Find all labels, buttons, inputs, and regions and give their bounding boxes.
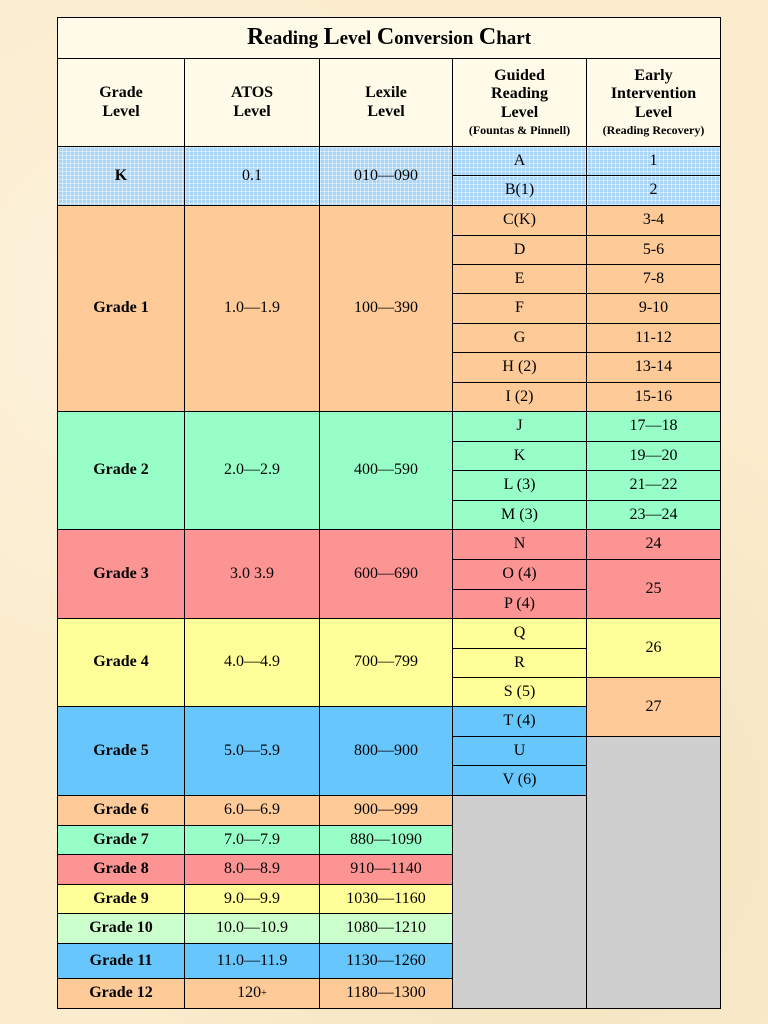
early-intervention-cell: 13-14 xyxy=(587,353,721,383)
chart-title: Reading Level Conversion Chart xyxy=(57,17,721,59)
grade-row-2-lexile xyxy=(320,412,453,530)
guided-reading-cell: J xyxy=(453,412,587,442)
grade-row-8-atos xyxy=(185,855,320,885)
grade-row-12-grade xyxy=(57,979,185,1009)
grade-row-5-grade xyxy=(57,707,185,796)
lexile-value: 700—799 xyxy=(354,653,418,671)
grade-value: Grade 2 xyxy=(93,461,149,479)
guided-reading-cell: O (4) xyxy=(453,560,587,590)
atos-value: 11.0—11.9 xyxy=(216,951,288,969)
grade-row-2-atos xyxy=(185,412,320,530)
grade-row-11-grade xyxy=(57,944,185,979)
lexile-value: 400—590 xyxy=(354,461,418,479)
atos-value: 9.0—9.9 xyxy=(224,889,280,907)
grade-row-3-grade xyxy=(57,530,185,619)
grade-value: Grade 10 xyxy=(89,919,153,937)
guided-reading-cell: I (2) xyxy=(453,383,587,412)
early-intervention-cell: 27 xyxy=(587,678,721,737)
atos-value: 1.0—1.9 xyxy=(224,299,280,317)
grade-row-4-grade xyxy=(57,619,185,707)
conversion-chart xyxy=(57,17,721,1009)
grade-row-0-grade xyxy=(57,147,185,206)
early-intervention-cell: 25 xyxy=(587,560,721,619)
grade-row-6-atos xyxy=(185,796,320,826)
empty-region-guided xyxy=(453,796,587,1009)
guided-reading-cell: T (4) xyxy=(453,707,587,737)
grade-value: Grade 8 xyxy=(93,860,149,878)
atos-value: 6.0—6.9 xyxy=(224,801,280,819)
lexile-value: 900—999 xyxy=(354,801,418,819)
grade-row-11-atos xyxy=(185,944,320,979)
grade-value: Grade 1 xyxy=(93,299,149,317)
header-early-intervention-level: Early Intervention Level (Reading Recovery) xyxy=(587,59,721,147)
grade-row-10-atos xyxy=(185,914,320,944)
lexile-value: 800—900 xyxy=(354,741,418,759)
grade-value: Grade 9 xyxy=(93,889,149,907)
grade-value: Grade 7 xyxy=(93,830,149,848)
guided-reading-cell: H (2) xyxy=(453,353,587,383)
early-intervention-cell: 24 xyxy=(587,530,721,560)
lexile-value: 100—390 xyxy=(354,299,418,317)
grade-row-4-atos xyxy=(185,619,320,707)
guided-reading-cell: U xyxy=(453,737,587,766)
grade-value: Grade 11 xyxy=(89,951,153,969)
grade-row-6-lexile xyxy=(320,796,453,826)
guided-reading-cell: A xyxy=(453,147,587,176)
early-intervention-cell: 2 xyxy=(587,176,721,206)
guided-reading-cell: K xyxy=(453,442,587,471)
lexile-value: 1180—1300 xyxy=(346,984,426,1002)
lexile-value: 010—090 xyxy=(354,166,418,184)
guided-reading-cell: M (3) xyxy=(453,501,587,530)
guided-reading-cell: N xyxy=(453,530,587,560)
early-intervention-cell: 9-10 xyxy=(587,294,721,324)
grade-row-10-lexile xyxy=(320,914,453,944)
grade-row-11-lexile xyxy=(320,944,453,979)
guided-reading-cell: F xyxy=(453,294,587,324)
grade-row-2-grade xyxy=(57,412,185,530)
grade-row-1-atos xyxy=(185,206,320,412)
guided-reading-cell: G xyxy=(453,324,587,353)
early-intervention-cell: 23—24 xyxy=(587,501,721,530)
early-intervention-cell: 11-12 xyxy=(587,324,721,353)
early-intervention-cell: 21—22 xyxy=(587,471,721,501)
header-guided-reading-level: Guided Reading Level (Fountas & Pinnell) xyxy=(453,59,587,147)
atos-value: 8.0—8.9 xyxy=(224,860,280,878)
atos-value: 5.0—5.9 xyxy=(224,741,280,759)
empty-region-early xyxy=(587,737,721,1009)
grade-row-0-atos xyxy=(185,147,320,206)
early-intervention-cell: 26 xyxy=(587,619,721,678)
guided-reading-cell: R xyxy=(453,649,587,678)
grade-row-7-grade xyxy=(57,826,185,855)
early-intervention-cell: 15-16 xyxy=(587,383,721,412)
atos-value: 3.0 3.9 xyxy=(230,564,274,582)
grade-row-7-lexile xyxy=(320,826,453,855)
grade-value: Grade 6 xyxy=(93,801,149,819)
header-lexile-level: Lexile Level xyxy=(320,59,453,147)
grade-value: K xyxy=(114,166,128,184)
lexile-value: 600—690 xyxy=(354,564,418,582)
grade-row-12-atos xyxy=(185,979,320,1009)
grade-row-5-lexile xyxy=(320,707,453,796)
grade-row-9-lexile xyxy=(320,885,453,914)
guided-reading-cell: L (3) xyxy=(453,471,587,501)
grade-row-3-atos xyxy=(185,530,320,619)
early-intervention-cell: 17—18 xyxy=(587,412,721,442)
lexile-value: 880—1090 xyxy=(350,830,422,848)
atos-value: 4.0—4.9 xyxy=(224,653,280,671)
grade-row-0-lexile xyxy=(320,147,453,206)
guided-reading-cell: Q xyxy=(453,619,587,649)
guided-reading-cell: B(1) xyxy=(453,176,587,206)
grade-value: Grade 5 xyxy=(93,741,149,759)
grade-row-1-lexile xyxy=(320,206,453,412)
atos-superscript: + xyxy=(261,987,267,999)
guided-reading-cell: P (4) xyxy=(453,590,587,619)
grade-value: Grade 4 xyxy=(93,653,149,671)
guided-reading-cell: V (6) xyxy=(453,766,587,796)
lexile-value: 910—1140 xyxy=(350,860,422,878)
atos-value: 10.0—10.9 xyxy=(216,919,288,937)
grade-row-5-atos xyxy=(185,707,320,796)
grade-value: Grade 3 xyxy=(93,564,149,582)
early-intervention-cell: 5-6 xyxy=(587,236,721,265)
grade-row-4-lexile xyxy=(320,619,453,707)
grade-row-8-lexile xyxy=(320,855,453,885)
atos-value: 2.0—2.9 xyxy=(224,461,280,479)
lexile-value: 1030—1160 xyxy=(346,889,426,907)
early-intervention-cell: 7-8 xyxy=(587,265,721,294)
grade-row-9-atos xyxy=(185,885,320,914)
lexile-value: 1130—1260 xyxy=(346,951,426,969)
grade-row-8-grade xyxy=(57,855,185,885)
lexile-value: 1080—1210 xyxy=(346,919,426,937)
grade-row-6-grade xyxy=(57,796,185,826)
guided-reading-cell: D xyxy=(453,236,587,265)
early-intervention-cell: 19—20 xyxy=(587,442,721,471)
guided-reading-cell: C(K) xyxy=(453,206,587,236)
atos-value: 7.0—7.9 xyxy=(224,830,280,848)
atos-value: 0.1 xyxy=(242,166,262,184)
grade-value: Grade 12 xyxy=(89,984,153,1002)
grade-row-10-grade xyxy=(57,914,185,944)
early-intervention-cell: 1 xyxy=(587,147,721,176)
header-atos-level: ATOS Level xyxy=(185,59,320,147)
early-intervention-cell: 3-4 xyxy=(587,206,721,236)
atos-value: 120 xyxy=(237,984,262,1002)
header-grade-level: Grade Level xyxy=(57,59,185,147)
grade-row-7-atos xyxy=(185,826,320,855)
grade-row-3-lexile xyxy=(320,530,453,619)
grade-row-12-lexile xyxy=(320,979,453,1009)
grade-row-1-grade xyxy=(57,206,185,412)
guided-reading-cell: S (5) xyxy=(453,678,587,707)
grade-row-9-grade xyxy=(57,885,185,914)
guided-reading-cell: E xyxy=(453,265,587,294)
